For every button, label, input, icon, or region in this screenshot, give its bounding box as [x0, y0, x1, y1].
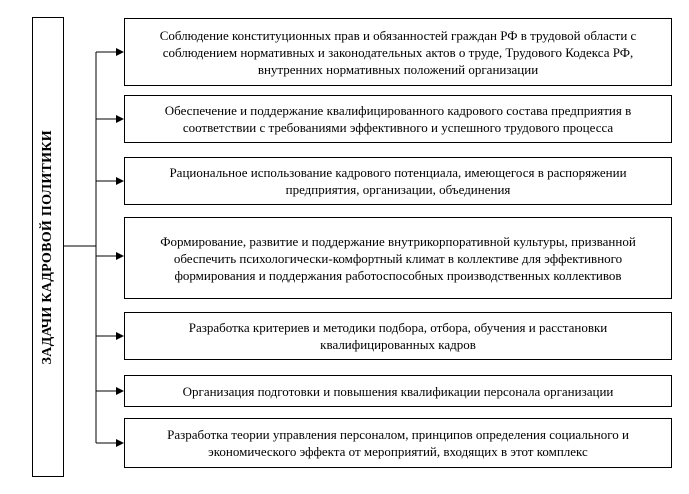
task-box-7 — [124, 418, 672, 468]
task-text-2: Обеспечение и поддержание квалифицированного кадрового состава предприятия в соответствии с требованиями эффективного и успешного трудового процесса — [164, 103, 632, 135]
task-box-5 — [124, 312, 672, 360]
task-text-1: Соблюдение конституционных прав и обязанностей граждан РФ в трудовой области с соблюдением нормативных и законодательных актов о труде, Трудового Кодекса РФ, внутренних нормативных положений организации — [159, 27, 637, 77]
task-box-6 — [124, 375, 672, 407]
task-text-5: Разработка критериев и методики подбора, отбора, обучения и расстановки квалифицированных кадров — [188, 320, 608, 352]
diagram-title: ЗАДАЧИ КАДРОВОЙ ПОЛИТИКИ — [40, 129, 55, 365]
task-box-2 — [124, 95, 672, 143]
task-text-4: Формирование, развитие и поддержание внутрикорпоративной культуры, призванной обеспечить психологически-комфортный климат в коллективе для эффективного формирования и поддержания работоспособных производственных коллективов — [160, 233, 636, 283]
task-text-3: Рациональное использование кадрового потенциала, имеющегося в распоряжении предприятия, организации, объединения — [169, 165, 627, 197]
task-text-7: Разработка теории управления персоналом, принципов определения социального и экономического эффекта от мероприятий, входящих в этот комплекс — [167, 427, 629, 459]
task-box-3 — [124, 157, 672, 205]
task-box-1 — [124, 18, 672, 86]
task-text-6: Организация подготовки и повышения квалификации персонала организации — [182, 383, 614, 399]
task-box-4 — [124, 217, 672, 299]
